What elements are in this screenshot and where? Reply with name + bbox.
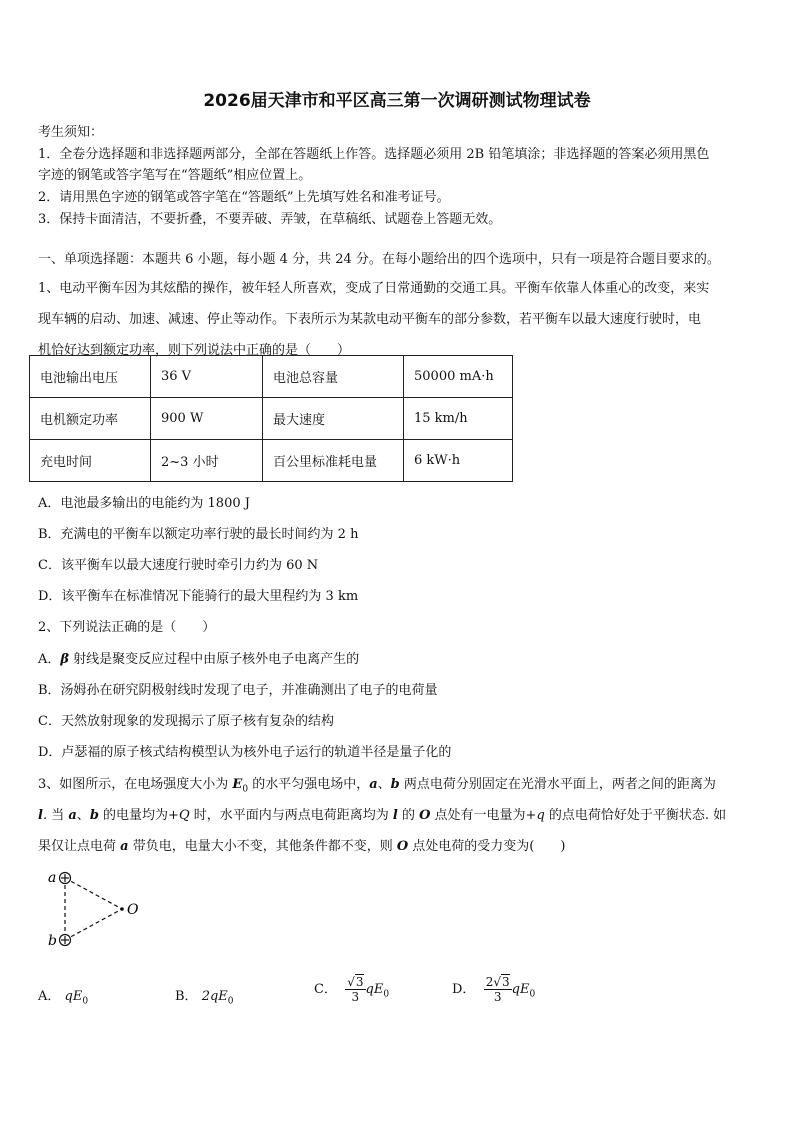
text-run: 时，水平面内与两点电荷距离均为 xyxy=(189,808,393,823)
label-a: a xyxy=(48,870,57,886)
table-cell: 最大速度 xyxy=(263,398,404,440)
q1-option-a: A．电池最多输出的电能约为 1800 J xyxy=(38,496,250,511)
table-cell: 2~3 小时 xyxy=(151,440,263,482)
table-cell: 6 kW·h xyxy=(404,440,513,482)
table-row xyxy=(30,440,513,482)
q1-option-d: D．该平衡车在标准情况下能骑行的最大里程约为 3 km xyxy=(38,589,359,604)
q3-option-d xyxy=(452,975,535,1004)
q2-option-c: C．天然放射现象的发现揭示了原子核有复杂的结构 xyxy=(38,714,334,729)
table-cell: 50000 mA·h xyxy=(404,356,513,398)
table-cell: 15 km/h xyxy=(404,398,513,440)
fraction-denominator: 3 xyxy=(351,990,360,1004)
q3-option-c xyxy=(314,975,389,1004)
table-cell: 电池总容量 xyxy=(263,356,404,398)
subscript: 0 xyxy=(242,784,249,795)
q1-stem-line-3: 机恰好达到额定功率，则下列说法中正确的是（ ） xyxy=(38,343,351,358)
symbol-a: a xyxy=(369,777,378,792)
dashed-line-bO xyxy=(65,909,122,940)
table-cell: 电池输出电压 xyxy=(30,356,151,398)
symbol-b: b xyxy=(89,808,99,823)
q1-spec-table xyxy=(29,355,513,482)
text-run: 、 xyxy=(76,808,90,823)
section-heading: 一、单项选择题：本题共 6 小题，每小题 4 分，共 24 分。在每小题给出的四个选项中，只有一项是符合题目要求的。 xyxy=(38,252,720,267)
subscript: 0 xyxy=(383,989,390,1000)
option-label: D． xyxy=(452,982,476,997)
symbol-q: q xyxy=(536,808,545,823)
sqrt-radicand: 3 xyxy=(355,975,364,989)
q2-option-d: D．卢瑟福的原子核式结构模型认为核外电子运行的轨道半径是量子化的 xyxy=(38,745,452,760)
symbol-l: l xyxy=(392,808,398,823)
symbol-Q: Q xyxy=(178,808,190,823)
table-cell: 36 V xyxy=(151,356,263,398)
q2-option-a-label: A． xyxy=(38,652,61,667)
table-cell: 900 W xyxy=(151,398,263,440)
table-cell: 电机额定功率 xyxy=(30,398,151,440)
text-run: 点处有一电量为+ xyxy=(430,808,537,823)
page-title: 2026届天津市和平区高三第一次调研测试物理试卷 xyxy=(203,91,591,111)
option-math: qE xyxy=(511,982,530,997)
q3-option-b xyxy=(175,985,234,1007)
q3-figure xyxy=(40,862,150,952)
q1-option-c: C．该平衡车以最大速度行驶时牵引力约为 60 N xyxy=(38,558,319,573)
point-O-dot xyxy=(120,907,124,911)
symbol-l: l xyxy=(38,808,43,823)
q2-option-b: B．汤姆孙在研究阴极射线时发现了电子，并准确测出了电子的电荷量 xyxy=(38,683,438,698)
text-run: 3、如图所示，在电场强度大小为 xyxy=(38,777,233,792)
symbol-O: O xyxy=(396,839,409,854)
text-run: . 当 xyxy=(42,808,69,823)
q3-stem-line-3 xyxy=(38,835,565,854)
table-cell: 充电时间 xyxy=(30,440,151,482)
q3-answer-options xyxy=(38,975,638,1015)
label-b: b xyxy=(48,933,57,949)
q2-stem: 2、下列说法正确的是（ ） xyxy=(38,620,216,635)
option-label: A． xyxy=(38,989,61,1004)
q3-option-a xyxy=(38,985,88,1007)
q1-option-b: B．充满电的平衡车以额定功率行驶的最长时间约为 2 h xyxy=(38,527,359,542)
fraction-numerator: √3 xyxy=(347,975,364,989)
text-run: 的水平匀强电场中， xyxy=(248,777,370,792)
option-label: C． xyxy=(314,982,337,997)
option-label: B． xyxy=(175,989,198,1004)
q2-option-a xyxy=(38,648,359,667)
text-run: 、 xyxy=(377,777,391,792)
fraction xyxy=(484,975,512,1004)
q1-stem-line-2: 现车辆的启动、加速、减速、停止等动作。下表所示为某款电动平衡车的部分参数，若平衡车以最大速度行驶时，电 xyxy=(38,312,702,327)
dashed-line-aO xyxy=(65,878,122,909)
table-row xyxy=(30,398,513,440)
text-run: 的 xyxy=(397,808,420,823)
text-run: 果仅让点电荷 xyxy=(38,839,121,854)
table-cell: 百公里标准耗电量 xyxy=(263,440,404,482)
symbol-a: a xyxy=(120,839,129,854)
text-run: 两点电荷分别固定在光滑水平面上，两者之间的距离为 xyxy=(399,777,716,792)
symbol-O: O xyxy=(419,808,431,823)
notice-item-1-line-1: 1．全卷分选择题和非选择题两部分，全部在答题纸上作答。选择题必须用 2B 铅笔填涂；非选择题的答案必须用黑色 xyxy=(38,147,710,162)
q1-stem-line-1: 1、电动平衡车因为其炫酷的操作，被年轻人所喜欢，变成了日常通勤的交通工具。平衡车依靠人体重心的改变，来实 xyxy=(38,281,710,296)
q3-stem-line-1 xyxy=(38,773,716,795)
option-math: 2qE xyxy=(201,989,228,1004)
symbol-E: E xyxy=(232,777,243,792)
notice-item-2: 2．请用黑色字迹的钢笔或答字笔在“答题纸”上先填写姓名和准考证号。 xyxy=(38,190,450,205)
coefficient: 2 xyxy=(485,975,494,989)
subscript: 0 xyxy=(227,996,234,1007)
option-math: qE xyxy=(64,989,83,1004)
notice-heading: 考生须知： xyxy=(38,125,104,140)
fraction-denominator: 3 xyxy=(493,990,502,1004)
subscript: 0 xyxy=(529,989,536,1000)
notice-item-3: 3．保持卡面清洁，不要折叠，不要弄破、弄皱，在草稿纸、试题卷上答题无效。 xyxy=(38,212,502,227)
symbol-a: a xyxy=(68,808,77,823)
q2-option-a-text: 射线是聚变反应过程中由原子核外电子电离产生的 xyxy=(69,652,360,667)
symbol-b: b xyxy=(390,777,400,792)
text-run: 点处电荷的受力变为( ) xyxy=(408,839,566,854)
text-run: 的电量均为+ xyxy=(98,808,179,823)
q3-stem-line-2 xyxy=(38,804,726,823)
text-run: 带负电，电量大小不变，其他条件都不变，则 xyxy=(128,839,397,854)
notice-item-1-line-2: 字迹的钢笔或答字笔写在“答题纸”相应位置上。 xyxy=(38,168,312,183)
fraction xyxy=(345,975,365,1004)
option-math: qE xyxy=(365,982,384,997)
sqrt-radicand: 3 xyxy=(502,975,510,989)
subscript: 0 xyxy=(82,996,89,1007)
label-O: O xyxy=(127,902,139,918)
fraction-numerator: 2√3 xyxy=(485,975,510,989)
beta-symbol: β xyxy=(60,652,70,667)
table-row xyxy=(30,356,513,398)
text-run: 的点电荷恰好处于平衡状态. 如 xyxy=(544,808,727,823)
